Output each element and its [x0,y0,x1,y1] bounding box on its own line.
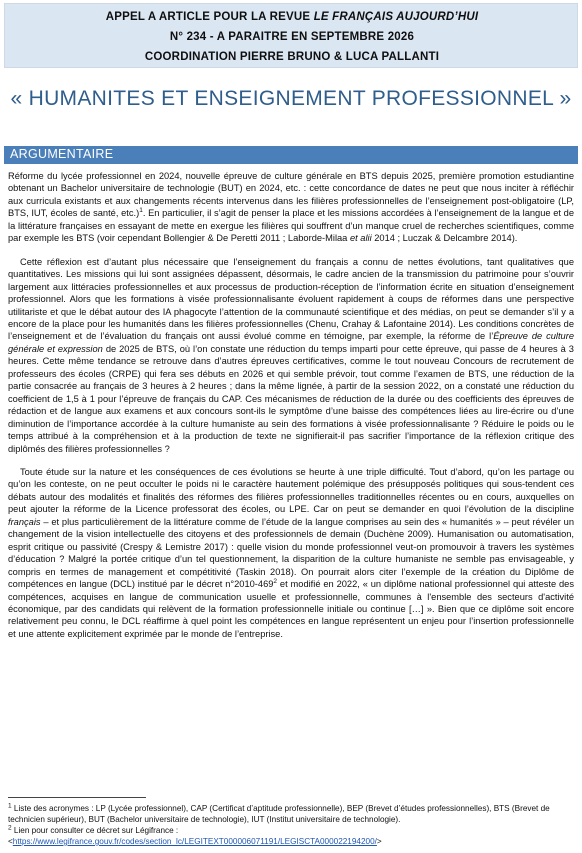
paragraph-1-text-a: Réforme du lycée professionnel en 2024, nouvelle épreuve de culture générale en BTS depuis 2025, première promotion estudiantine obtenant un Bachelor universitaire de technologie (BUT) en 2024, etc. : cette concordance de dates ne peut que nous inciter à réfléchir aux curricula existants et aux changements récents intervenus dans les filières professionnelles de l’enseignement post-obligatoire (LP, BTS, IUT, écoles de santé, etc.) [8,171,574,219]
header-journal-line [5,11,579,23]
et-alii-italic: et alii [349,233,372,244]
paragraph-1-text-b: . En particulier, il s’agit de penser la place et les missions accordées à l’enseignement de la langue et de la littérature françaises en essayant de mette en exergue les filières qui souffrent d’un manque cruel de recherches scientifiques, comme par exemple les BTS (voir cependant Bollengier & De Peretti 2011 ; Laborde-Milaa [8,208,574,244]
paragraph-1-text-c: 2014 ; Luczak & Delcambre 2014). [371,233,518,244]
link-close-bracket: > [376,837,382,846]
footnote-ref-1[interactable]: 1 [139,207,143,215]
header-prefix: APPEL A ARTICLE POUR LA REVUE [105,11,314,23]
footnote-2-number: 2 [8,824,12,832]
paragraph-3-text-c: et modifié en 2022, « un diplôme national professionnel qui atteste des compétences, acquises en langue de communication usuelle et professionnelle, communes à l'ensemble des secteurs d'activité économique, par des candidats qui relèvent de la formation professionnelle initiale ou continue […] ». Bien que ce diplôme soit encore relativement peu connu, le DCL réaffirme à quel point les compétences en langue représentent un enjeu pour l’insertion professionnelle et une attente explicitement exprimée par le monde de l’entreprise. [8,579,574,639]
section-title: ARGUMENTAIRE [10,147,114,161]
paragraph-3 [8,466,574,640]
argument-body [8,170,574,640]
call-for-papers-header [4,3,578,68]
link-open-bracket: < [8,837,13,846]
exam-name-italic: Épreuve de culture générale et expression [8,331,574,354]
footnote-1 [8,803,574,825]
footnote-ref-2[interactable]: 2 [273,577,278,585]
paragraph-1 [8,170,574,245]
footnotes [8,803,574,847]
footnote-2-text: Lien pour consulter ce décret sur Légifrance : [11,826,179,835]
footnote-2-link-line [8,836,574,847]
legifrance-link[interactable]: https://www.legifrance.gouv.fr/codes/section_lc/LEGITEXT000006071191/LEGISCTA000022194200/ [12,837,377,846]
footnote-separator [8,797,146,798]
journal-name: LE FRANÇAIS AUJOURD’HUI [313,11,479,23]
paragraph-2-text-b: de 2025 de BTS, où l’on constate une réduction du temps imparti pour cette épreuve, qui passe de 4 heures à 3 heures. Cette même tendance se retrouve dans d’autres épreuves certificatives, comme le tout nouveau Concours de recrutement de professeurs des écoles (CRPE) qui fera ses débuts en 2026 et qui semble prévoir, tout comme l’examen de BTS, une réduction de la partie consacrée au français de 3 heures à 2 heures ; dans la même lignée, à partir de la session 2022, on a constaté une réduction du coefficient de 1,5 à 1 pour l’épreuve de français du CAP. Ces mécanismes de réduction de la durée ou des coefficients des épreuves de rédaction et de langue aux examens et aux concours sont-ils le symptôme d’une baisse des compétences liées au lire-écrire ou d’une diminution de l’importance accordée à la culture humaniste au sein des formations à visée professionnalisante ? Réduire le poids ou le temps attribué à la compréhension et à la production de texte ne signifierait-il pas sacrifier l’importance de la réflexion critique des diplômés des filières professionnelles ? [8,343,574,454]
francais-italic: français [8,516,41,527]
paragraph-2-text-a: Cette réflexion est d’autant plus nécessaire que l’enseignement du français a connu de nettes évolutions, tant qualitatives que quantitatives. Les missions qui lui sont assignées dépassent, désormais, le cadre ancien de la transmission du patrimoine pour s’ouvrir largement aux littéracies professionnelles et aux processus de production-réception de l’information écrite en situation d’enseignement professionnel. Alors que les formations à visée professionnalisante évoluent rapidement à coups de réformes dans une perspective utilitariste et que le débat autour des IA phagocyte l’attention de la communauté scientifique et des médias, on peut se demander s’il y a encore de la place pour les humanités dans les filières professionnelles (Chenu, Crahay & Lafontaine 2014). Les conditions concrètes de l’enseignement et de l’évaluation du français ont aussi évolué comme en témoigne, par exemple, la réforme de l’ [8,256,574,342]
footnote-2 [8,825,574,836]
paragraph-3-text-b: – et plus particulièrement de la littérature comme de l’étude de la langue comprises au sein des « humanités » – peut révéler un changement de la vision intellectuelle des citoyens et des professionnels de demain (Duchène 2009). Humanisation ou automatisation, esprit critique ou passivité (Crespy & Lemistre 2017) : quelle vision du monde professionnel veut-on promouvoir à travers les systèmes d’éducation ? Malgré la portée critique d’un tel questionnement, la disparition de la culture humaniste ne semble pas envisageable, y compris en termes de management et compétitivité (Taskin 2018). On pourrait alors citer l’exemple de la création du Diplôme de compétences en langue (DCL) institué par le décret n°2010-469 [8,516,574,590]
header-issue-line: N° 234 - A PARAITRE EN SEPTEMBRE 2026 [169,31,415,43]
paragraph-2 [8,256,574,455]
paragraph-3-text-a: Toute étude sur la nature et les conséquences de ces évolutions se heurte à une triple difficulté. Tout d’abord, qu’on les partage ou qu’on les conteste, on ne peut occulter le poids ni le caractère hautement polémique des présupposés politiques qui sous-tendent ces débats autour des modalités et finalités des réformes des filières professionnelles traditionnelles récentes ou en cours, auxquelles on peut ajouter la réforme de la Licence professorat des écoles, ou LPE. Car on peut se demander en quoi l’évolution de la discipline [8,466,574,515]
footnote-1-number: 1 [8,802,12,810]
section-header-bar [4,146,578,164]
footnote-1-text: Liste des acronymes : LP (Lycée professionnel), CAP (Certificat d’aptitude professionnelle), BEP (Brevet d’études professionnelles), BTS (Brevet de technicien supérieur), BUT (Bachelor universitaire de technologie), IUT (Institut universitaire de technologie). [8,804,550,824]
document-title: « HUMANITES ET ENSEIGNEMENT PROFESSIONNEL » [10,87,572,110]
header-coordination-line: COORDINATION PIERRE BRUNO & LUCA PALLANTI [144,51,440,63]
